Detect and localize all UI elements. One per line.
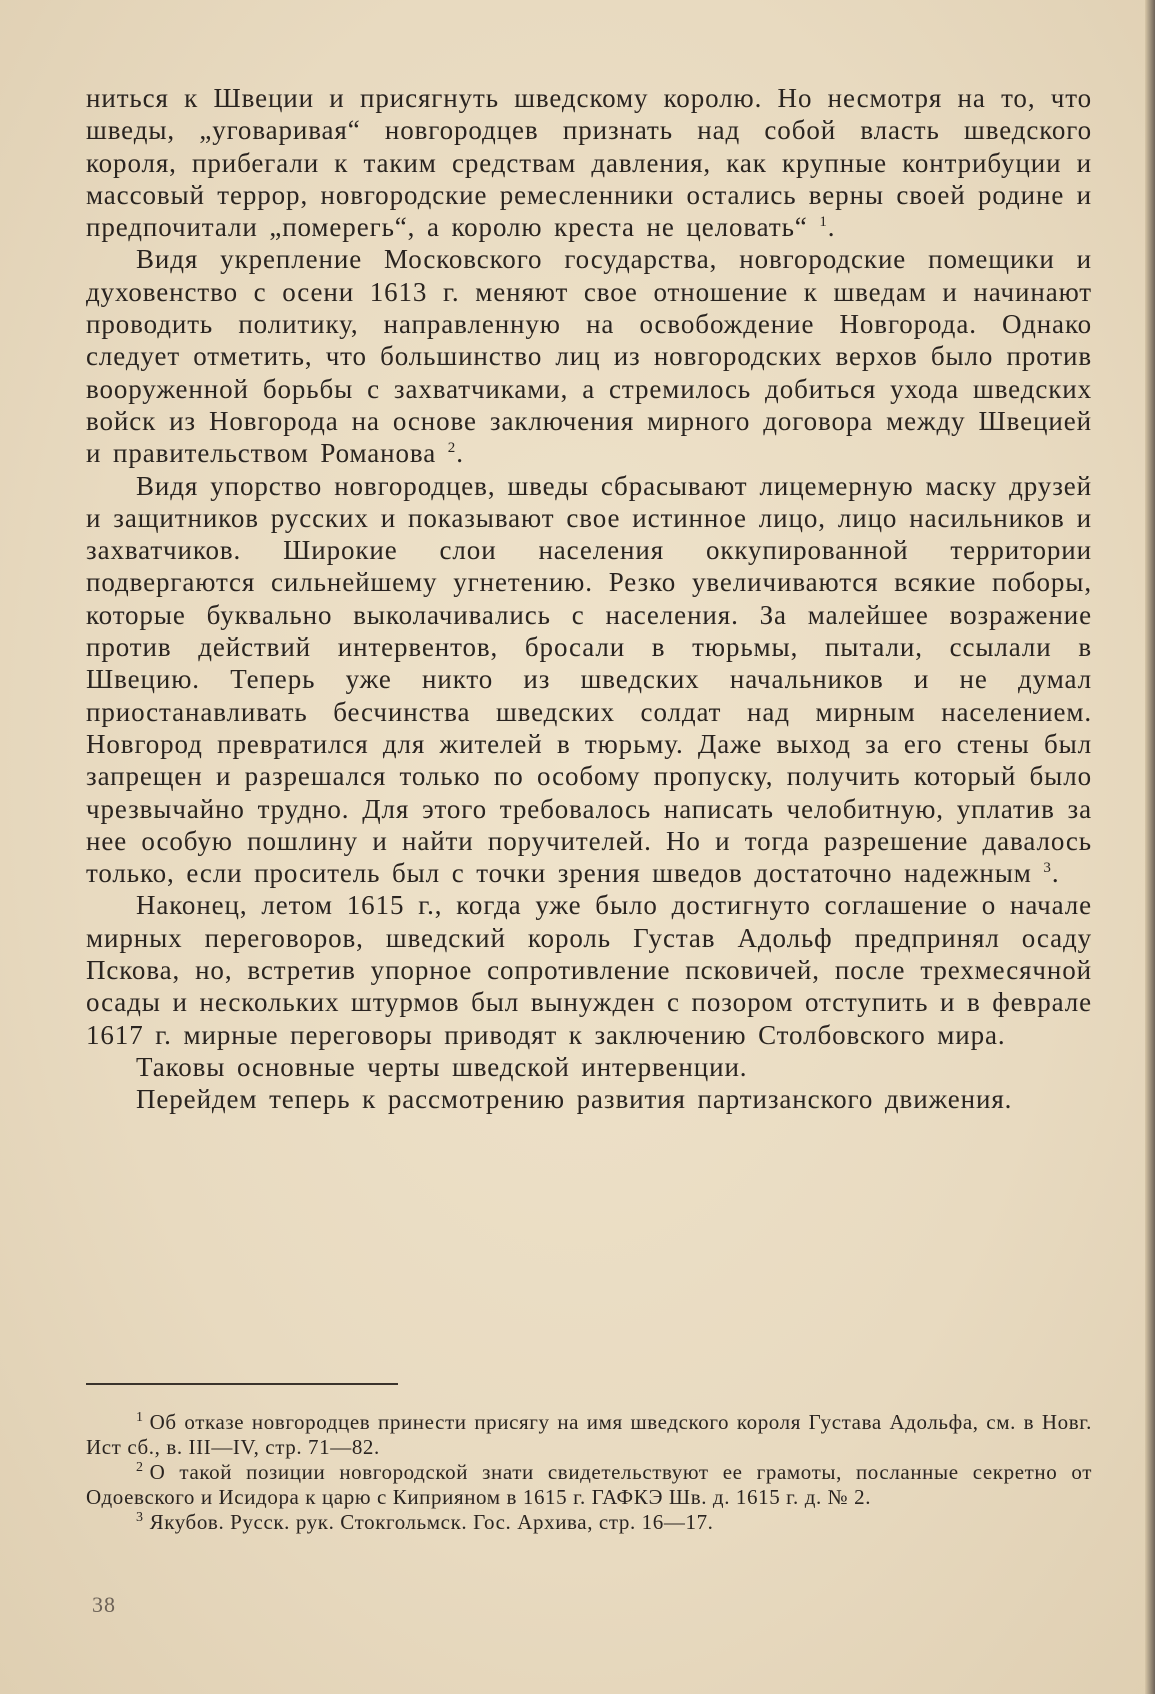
footnote-3-text: Якубов. Русск. рук. Стокгольмск. Гос. Архива, стр. 16—17. [149,1510,714,1534]
footnote-1-number: 1 [136,1410,144,1425]
paragraph-3-text: Видя упорство новгородцев, шведы сбрасывают лицемерную маску друзей и защитников русских и показывают свое истинное лицо, лицо насильников и захватчиков. Широкие слои населения оккупированной территории подвергаются сильнейшему угнетению. Резко увеличиваются всякие поборы, которые буквально выколачивались с населения. За малейшее возражение против действий интервентов, бросали в тюрьмы, пытали, ссылали в Швецию. Теперь уже никто из шведских начальников и не думал приостанавливать бесчинства шведских солдат над мирным населением. Новгород превратился для жителей в тюрьму. Даже выход за его стены был запрещен и разрешался только по особому пропуску, получить который было чрезвычайно трудно. Для этого требовалось написать челобитную, уплатив за нее особую пошлину и найти поручителей. Но и тогда разрешение давалось только, если проситель был с точки зрения шведов достаточно надежным [86,470,1092,889]
footnote-2 [86,1460,1092,1510]
paragraph-6-text: Перейдем теперь к рассмотрению развития партизанского движения. [136,1084,1013,1115]
footnote-3-number: 3 [136,1510,144,1525]
footnote-ref-2: 2 [447,440,457,457]
footnote-2-number: 2 [136,1460,144,1475]
binding-edge [1145,0,1155,1694]
paragraph-1-text: ниться к Швеции и присягнуть шведскому королю. Но несмотря на то, что шведы, „уговаривая“ новгородцев признать над собой власть шведского короля, прибегали к таким средствам давления, как крупные контрибуции и массовый террор, новгородские ремесленники остались верны своей родине и предпочитали „померегь“, а королю креста не целовать“ [86,83,1092,243]
paragraph-4-text: Наконец, летом 1615 г., когда уже было достигнуто соглашение о начале мирных переговоров, шведский король Густав Адольф предпринял осаду Пскова, но, встретив упорное сопротивление псковичей, после трехмесячной осады и нескольких штурмов был вынужден с позором отступить и в феврале 1617 г. мирные переговоры приводят к заключению Столбовского мира. [86,890,1092,1050]
paragraph-6 [86,1083,1092,1115]
footnote-1 [86,1410,1092,1460]
footnote-separator [86,1383,398,1385]
paragraph-5 [86,1051,1092,1083]
paragraph-1: ниться к Швеции и присягнуть шведскому королю. Но несмотря на то, что шведы, „уговаривая“ новгородцев признать над собой власть шведского короля, прибегали к таким средствам давления, как крупные контрибуции и массовый террор, новгородские ремесленники остались верны своей родине и предпочитали „померегь“, а королю креста не целовать“ $^1$. [86,83,1092,243]
footnote-1-text: Об отказе новгородцев принести присягу на имя шведского короля Густава Адольфа, см. в Новг. Ист сб., в. III—IV, стр. 71—82. [86,1410,1092,1459]
paragraph-3: Видя упорство новгородцев, шведы сбрасывают лицемерную маску друзей и защитников русских и показывают свое истинное лицо, лицо насильников и захватчиков. Широкие слои населения оккупированной территории подвергаются сильнейшему угнетению. Резко увеличиваются всякие поборы, которые буквально выколачивались с населения. За малейшее возражение против действий интервентов, бросали в тюрьмы, пытали, ссылали в Швецию. Теперь уже никто из шведских начальников и не думал приостанавливать бесчинства шведских солдат над мирным населением. Новгород превратился для жителей в тюрьму. Даже выход за его стены был запрещен и разрешался только по особому пропуску, получить который было чрезвычайно трудно. Для этого требовалось написать челобитную, уплатив за нее особую пошлину и найти поручителей. Но и тогда разрешение давалось только, если проситель был с точки зрения шведов достаточно надежным $^3$. [86,470,1092,889]
footnote-3 [86,1510,1092,1535]
paragraph-4 [86,889,1092,1050]
paragraph-2-text: Видя укрепление Московского государства, новгородские помещики и духовенство с осени 1613 г. меняют свое отношение к шведам и начинают проводить политику, направленную на освобождение Новгорода. Однако следует отметить, что большинство лиц из новгородских верхов было против вооруженной борьбы с захватчиками, а стремилось добиться ухода шведских войск из Новгорода на основе заключения мирного договора между Швецией и правительством Романова [86,244,1092,469]
main-text [86,82,1092,1116]
paragraph-2: Видя укрепление Московского государства, новгородские помещики и духовенство с осени 1613 г. меняют свое отношение к шведам и начинают проводить политику, направленную на освобождение Новгорода. Однако следует отметить, что большинство лиц из новгородских верхов было против вооруженной борьбы с захватчиками, а стремилось добиться ухода шведских войск из Новгорода на основе заключения мирного договора между Швецией и правительством Романова $^2$. [86,244,1092,469]
paragraph-5-text: Таковы основные черты шведской интервенции. [136,1051,748,1082]
page-number: 38 [92,1592,116,1617]
footnote-ref-1: 1 [819,214,828,231]
footnote-ref-3: 3 [1043,860,1052,877]
footnote-2-text: О такой позиции новгородской знати свидетельствуют ее грамоты, посланные секретно от Одоевского и Исидора к царю с Киприяном в 1615 г. ГАФКЭ Шв. д. 1615 г. д. № 2. [86,1460,1092,1509]
footnotes [86,1410,1092,1535]
